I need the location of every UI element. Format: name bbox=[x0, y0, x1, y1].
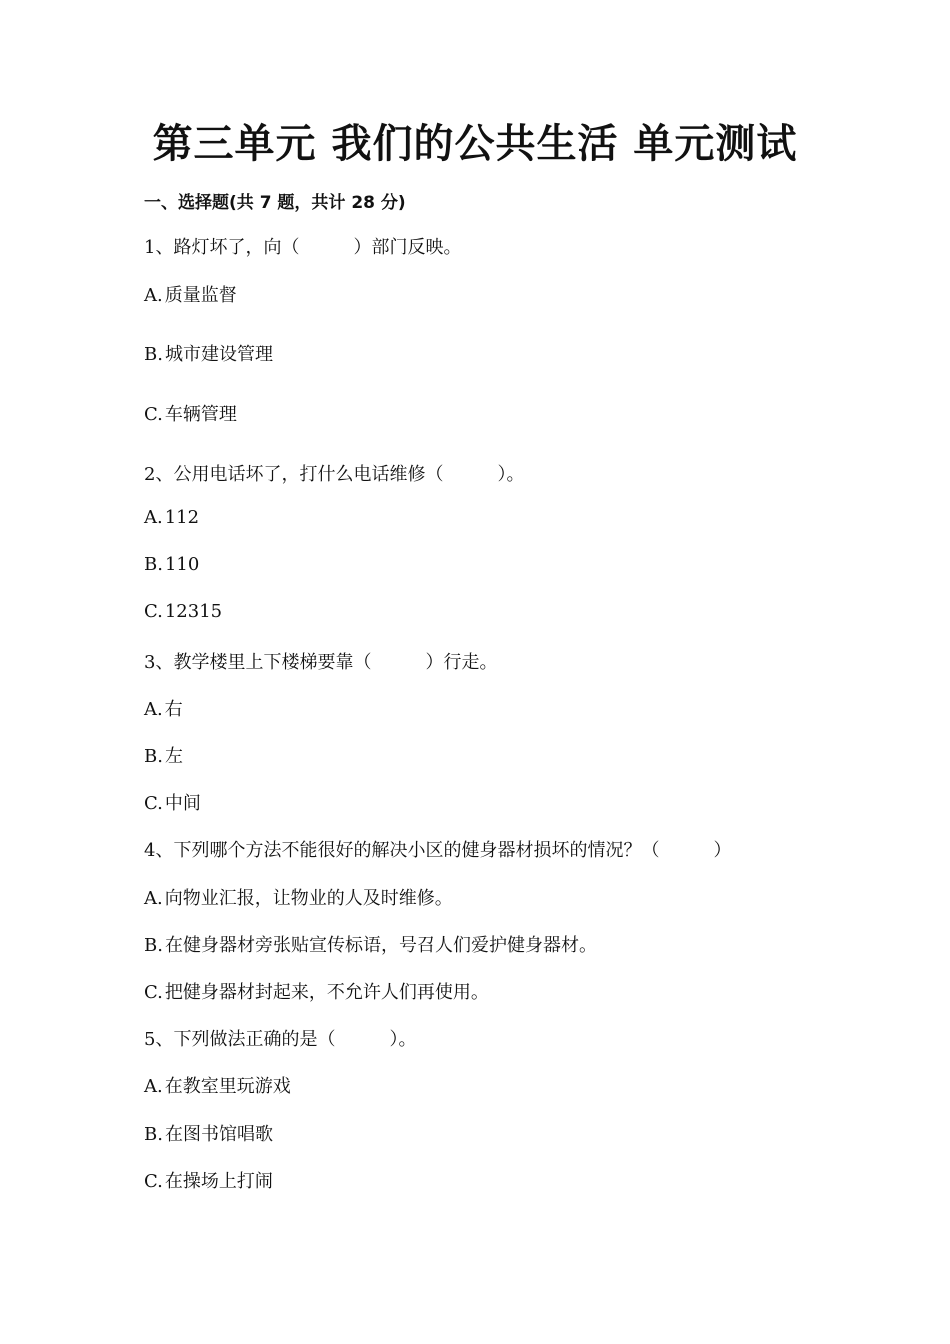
option-text: 向物业汇报，让物业的人及时维修。 bbox=[164, 888, 453, 909]
question-2-text: 2、公用电话坏了，打什么电话维修（ ）。 bbox=[144, 464, 525, 485]
question-5-text: 5、下列做法正确的是（ ）。 bbox=[144, 1029, 417, 1050]
question-1-text: 1、路灯坏了，向（ ）部门反映。 bbox=[144, 237, 462, 258]
option-text: 质量监督 bbox=[164, 285, 237, 306]
option-label: B. bbox=[144, 935, 163, 956]
option-text: 112 bbox=[164, 507, 200, 528]
option-text: 城市建设管理 bbox=[164, 344, 273, 365]
option-text: 在健身器材旁张贴宣传标语，号召人们爱护健身器材。 bbox=[164, 935, 597, 956]
option-label: A. bbox=[144, 285, 163, 306]
option-label: C. bbox=[144, 404, 163, 425]
option-text: 在教室里玩游戏 bbox=[164, 1076, 291, 1097]
question-3-option-a bbox=[144, 695, 183, 721]
question-2-option-a bbox=[144, 507, 199, 528]
option-text: 在图书馆唱歌 bbox=[164, 1124, 273, 1145]
option-text: 中间 bbox=[164, 793, 201, 814]
question-1-option-b bbox=[144, 340, 273, 366]
option-text: 右 bbox=[164, 699, 183, 720]
option-label: A. bbox=[144, 507, 163, 528]
page-title: 第三单元 我们的公共生活 单元测试 bbox=[152, 121, 798, 167]
question-5-option-b bbox=[144, 1120, 273, 1146]
option-label: C. bbox=[144, 793, 163, 814]
option-label: C. bbox=[144, 601, 163, 622]
option-text: 车辆管理 bbox=[164, 404, 237, 425]
question-5-option-a bbox=[144, 1072, 291, 1098]
question-4-option-b bbox=[144, 931, 597, 957]
question-1-option-a bbox=[144, 281, 237, 307]
question-3-text: 3、教学楼里上下楼梯要靠（ ）行走。 bbox=[144, 652, 498, 673]
option-label: A. bbox=[144, 888, 163, 909]
option-label: A. bbox=[144, 1076, 163, 1097]
option-text: 12315 bbox=[164, 601, 223, 622]
option-label: C. bbox=[144, 1171, 163, 1192]
option-label: B. bbox=[144, 344, 163, 365]
question-4-option-a bbox=[144, 884, 453, 910]
option-label: B. bbox=[144, 1124, 163, 1145]
section-heading: 一、选择题(共 7 题，共计 28 分) bbox=[144, 193, 406, 213]
option-label: A. bbox=[144, 699, 163, 720]
option-label: B. bbox=[144, 746, 163, 767]
question-4-text: 4、下列哪个方法不能很好的解决小区的健身器材损坏的情况？（ ） bbox=[144, 840, 732, 861]
option-text: 左 bbox=[164, 746, 183, 767]
option-label: B. bbox=[144, 554, 163, 575]
question-1-option-c bbox=[144, 400, 237, 426]
question-4-option-c bbox=[144, 978, 489, 1004]
question-3-option-c bbox=[144, 789, 201, 815]
option-label: C. bbox=[144, 982, 163, 1003]
option-text: 110 bbox=[164, 554, 200, 575]
option-text: 在操场上打闹 bbox=[164, 1171, 273, 1192]
question-2-option-c bbox=[144, 601, 222, 622]
question-5-option-c bbox=[144, 1167, 273, 1193]
option-text: 把健身器材封起来，不允许人们再使用。 bbox=[164, 982, 489, 1003]
question-3-option-b bbox=[144, 742, 183, 768]
question-2-option-b bbox=[144, 554, 199, 575]
